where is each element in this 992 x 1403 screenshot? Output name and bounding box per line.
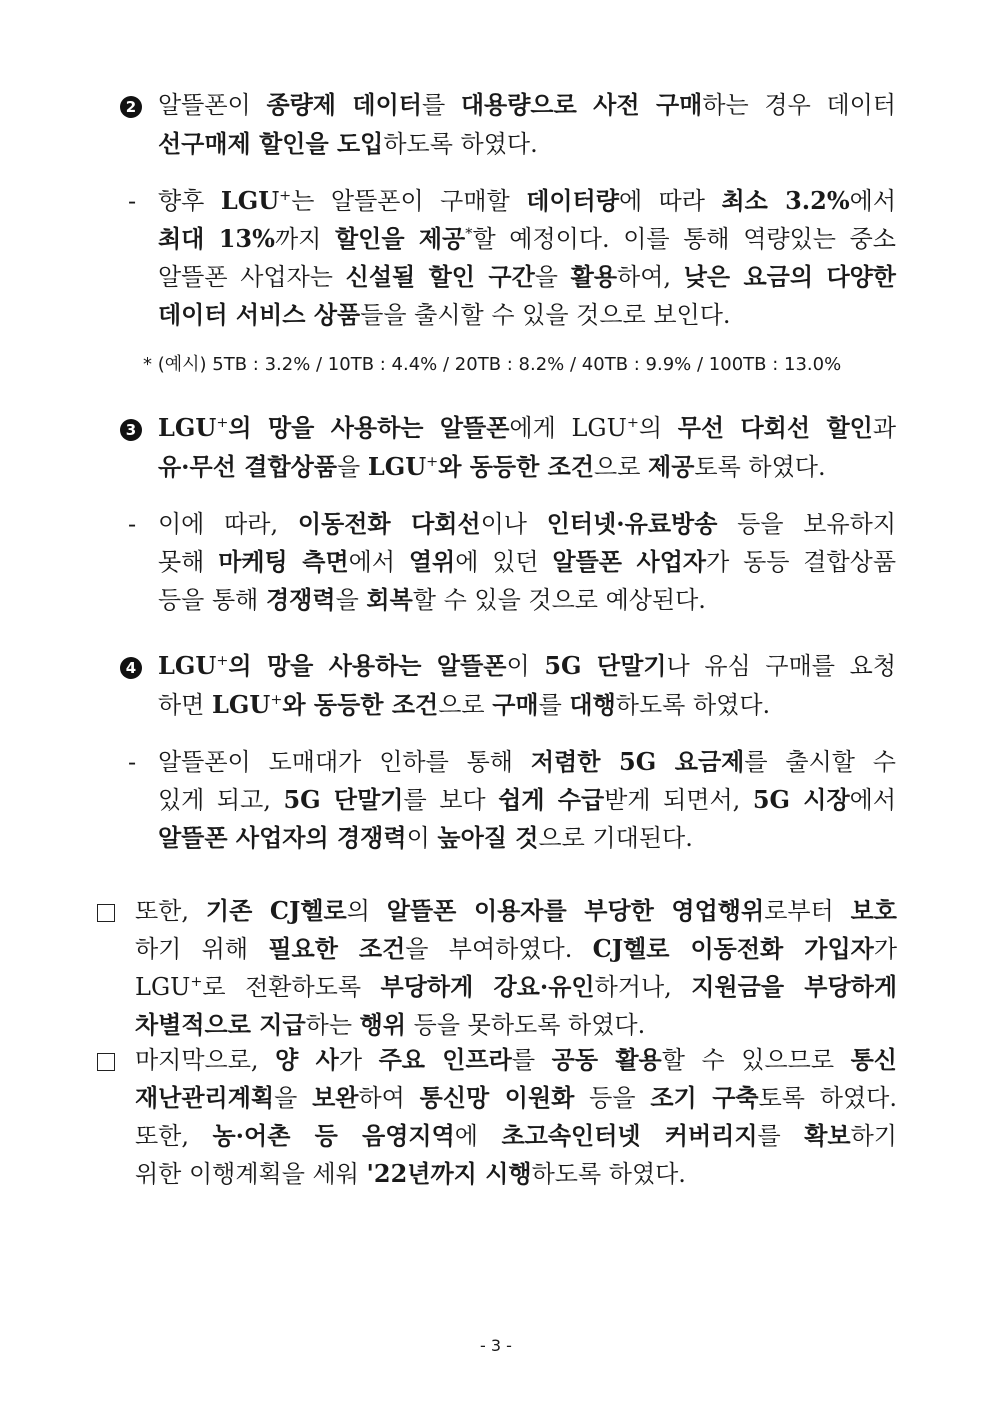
section-4-detail-line-1: 알뜰폰이 도매대가 인하를 통해 저렴한 5G 요금제를 출시할 수 <box>158 747 896 776</box>
section-2-detail-line-1: 향후 LGU+는 알뜰폰이 구매할 데이터량에 따라 최소 3.2%에서 <box>158 186 897 215</box>
paragraph-1-line-4: 차별적으로 지급하는 행위 등을 못하도록 하였다. <box>135 1010 646 1039</box>
paragraph-1-line-3: LGU+로 전환하도록 부당하게 강요·유인하거나, 지원금을 부당하게 <box>135 972 898 1001</box>
section-3-detail-line-2: 못해 마케팅 측면에서 열위에 있던 알뜰폰 사업자가 동등 결합상품 <box>158 547 897 576</box>
section-4-line-1: LGU+의 망을 사용하는 알뜰폰이 5G 단말기나 유심 구매를 요청 <box>158 651 897 680</box>
section-4-line-2: 하면 LGU+와 동등한 조건으로 구매를 대행하도록 하였다. <box>158 690 771 719</box>
number-marker-3: 3 <box>120 419 142 441</box>
page-number: - 3 - <box>480 1336 512 1355</box>
dash-bullet: - <box>128 510 137 538</box>
paragraph-1-line-1: 또한, 기존 CJ헬로의 알뜰폰 이용자를 부당한 영업행위로부터 보호 <box>135 896 897 925</box>
paragraph-2-line-1: 마지막으로, 양 사가 주요 인프라를 공동 활용할 수 있으므로 통신 <box>135 1045 897 1074</box>
section-2-detail-line-4: 데이터 서비스 상품들을 출시할 수 있을 것으로 보인다. <box>158 300 731 329</box>
paragraph-2-line-3: 또한, 농·어촌 등 음영지역에 초고속인터넷 커버리지를 확보하기 <box>135 1121 897 1150</box>
section-3-detail-line-1: 이에 따라, 이동전화 다회선이나 인터넷·유료방송 등을 보유하지 <box>158 509 896 538</box>
number-marker-2: 2 <box>120 96 142 118</box>
section-3-line-1: LGU+의 망을 사용하는 알뜰폰에게 LGU+의 무선 다회선 할인과 <box>158 413 897 442</box>
section-2-line-1: 알뜰폰이 종량제 데이터를 대용량으로 사전 구매하는 경우 데이터 <box>158 90 896 119</box>
section-2-detail-line-2: 최대 13%까지 할인을 제공*할 예정이다. 이를 통해 역량있는 중소 <box>158 224 896 253</box>
paragraph-2-line-2: 재난관리계획을 보완하여 통신망 이원화 등을 조기 구축토록 하였다. <box>135 1083 897 1112</box>
dash-bullet: - <box>128 748 137 776</box>
section-4-detail-line-2: 있게 되고, 5G 단말기를 보다 쉽게 수급받게 되면서, 5G 시장에서 <box>158 785 897 814</box>
number-marker-4: 4 <box>120 657 142 679</box>
dash-bullet: - <box>128 187 137 215</box>
footnote-example: * (예시) 5TB : 3.2% / 10TB : 4.4% / 20TB : 8.2% / 40TB : 9.9% / 100TB : 13.0% <box>143 354 842 375</box>
section-2-detail-line-3: 알뜰폰 사업자는 신설될 할인 구간을 활용하여, 낮은 요금의 다양한 <box>158 262 896 291</box>
section-3-line-2: 유·무선 결합상품을 LGU+와 동등한 조건으로 제공토록 하였다. <box>158 452 826 481</box>
section-4-detail-line-3: 알뜰폰 사업자의 경쟁력이 높아질 것으로 기대된다. <box>158 823 693 852</box>
paragraph-2-line-4: 위한 이행계획을 세워 '22년까지 시행하도록 하였다. <box>135 1159 686 1188</box>
square-bullet-icon <box>97 904 115 922</box>
section-3-detail-line-3: 등을 통해 경쟁력을 회복할 수 있을 것으로 예상된다. <box>158 585 706 614</box>
section-2-line-2: 선구매제 할인을 도입하도록 하였다. <box>158 129 538 158</box>
paragraph-1-line-2: 하기 위해 필요한 조건을 부여하였다. CJ헬로 이동전화 가입자가 <box>135 934 897 963</box>
square-bullet-icon <box>97 1053 115 1071</box>
